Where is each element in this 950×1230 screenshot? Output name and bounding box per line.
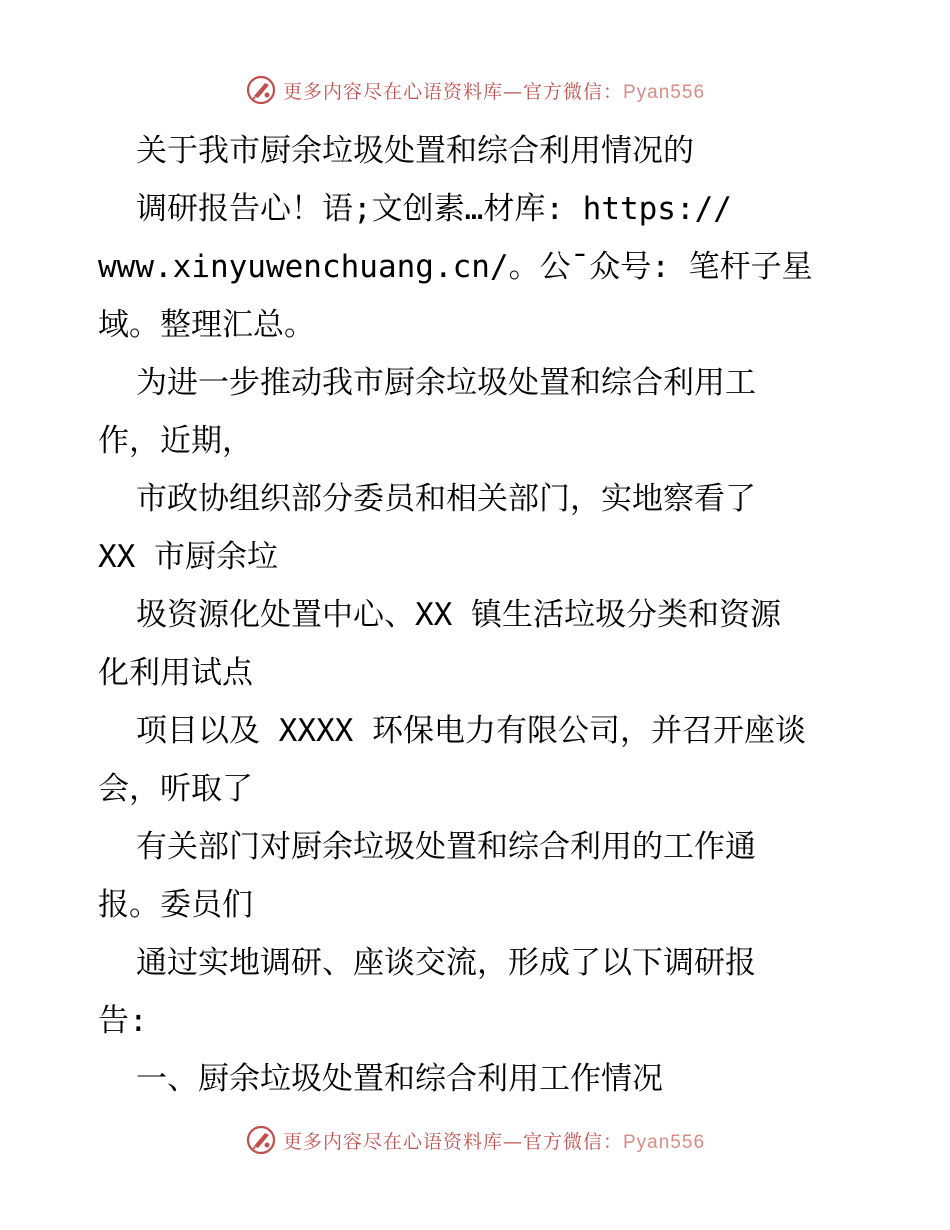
banner-separator: — [502, 1130, 523, 1153]
body-line: XX 市厨余垃 [98, 539, 278, 575]
document-body [98, 122, 868, 1108]
body-line: 一、厨余垃圾处置和综合利用工作情况 [136, 1061, 663, 1097]
body-line: 作，近期， [98, 423, 253, 459]
body-line: 圾资源化处置中心、XX 镇生活垃圾分类和资源 [136, 597, 781, 633]
body-line: 项目以及 XXXX 环保电力有限公司，并召开座谈 [136, 713, 806, 749]
body-line: 有关部门对厨余垃圾处置和综合利用的工作通 [136, 829, 756, 865]
body-line: 市政协组织部分委员和相关部门，实地察看了 [136, 481, 756, 517]
body-line: 告: [98, 1003, 148, 1039]
banner-wechat-id: Pyan556 [623, 1131, 706, 1153]
body-line: 关于我市厨余垃圾处置和综合利用情况的 [136, 133, 694, 169]
body-line: 域。整理汇总。 [98, 307, 315, 343]
quill-logo-icon [245, 1124, 277, 1156]
body-line: www.xinyuwenchuang.cn/。公¯众号: 笔杆子星 [98, 249, 813, 285]
banner-title: 更多内容尽在心语资料库 [282, 1130, 503, 1153]
body-line: 报。委员们 [98, 887, 253, 923]
body-line: 通过实地调研、座谈交流，形成了以下调研报 [136, 945, 756, 981]
banner-wechat-label: 官方微信： [522, 1130, 623, 1153]
banner-wechat-id: Pyan556 [623, 81, 706, 103]
banner-separator: — [502, 80, 523, 103]
body-line: 调研报告心！语;文创素…材库: https:// [136, 191, 732, 227]
header-banner [0, 72, 950, 108]
body-line: 会，听取了 [98, 771, 253, 807]
banner-title: 更多内容尽在心语资料库 [282, 80, 503, 103]
body-line: 化利用试点 [98, 655, 253, 691]
banner-wechat-label: 官方微信： [522, 80, 623, 103]
footer-banner [0, 1122, 950, 1158]
quill-logo-icon [245, 74, 277, 106]
body-line: 为进一步推动我市厨余垃圾处置和综合利用工 [136, 365, 756, 401]
